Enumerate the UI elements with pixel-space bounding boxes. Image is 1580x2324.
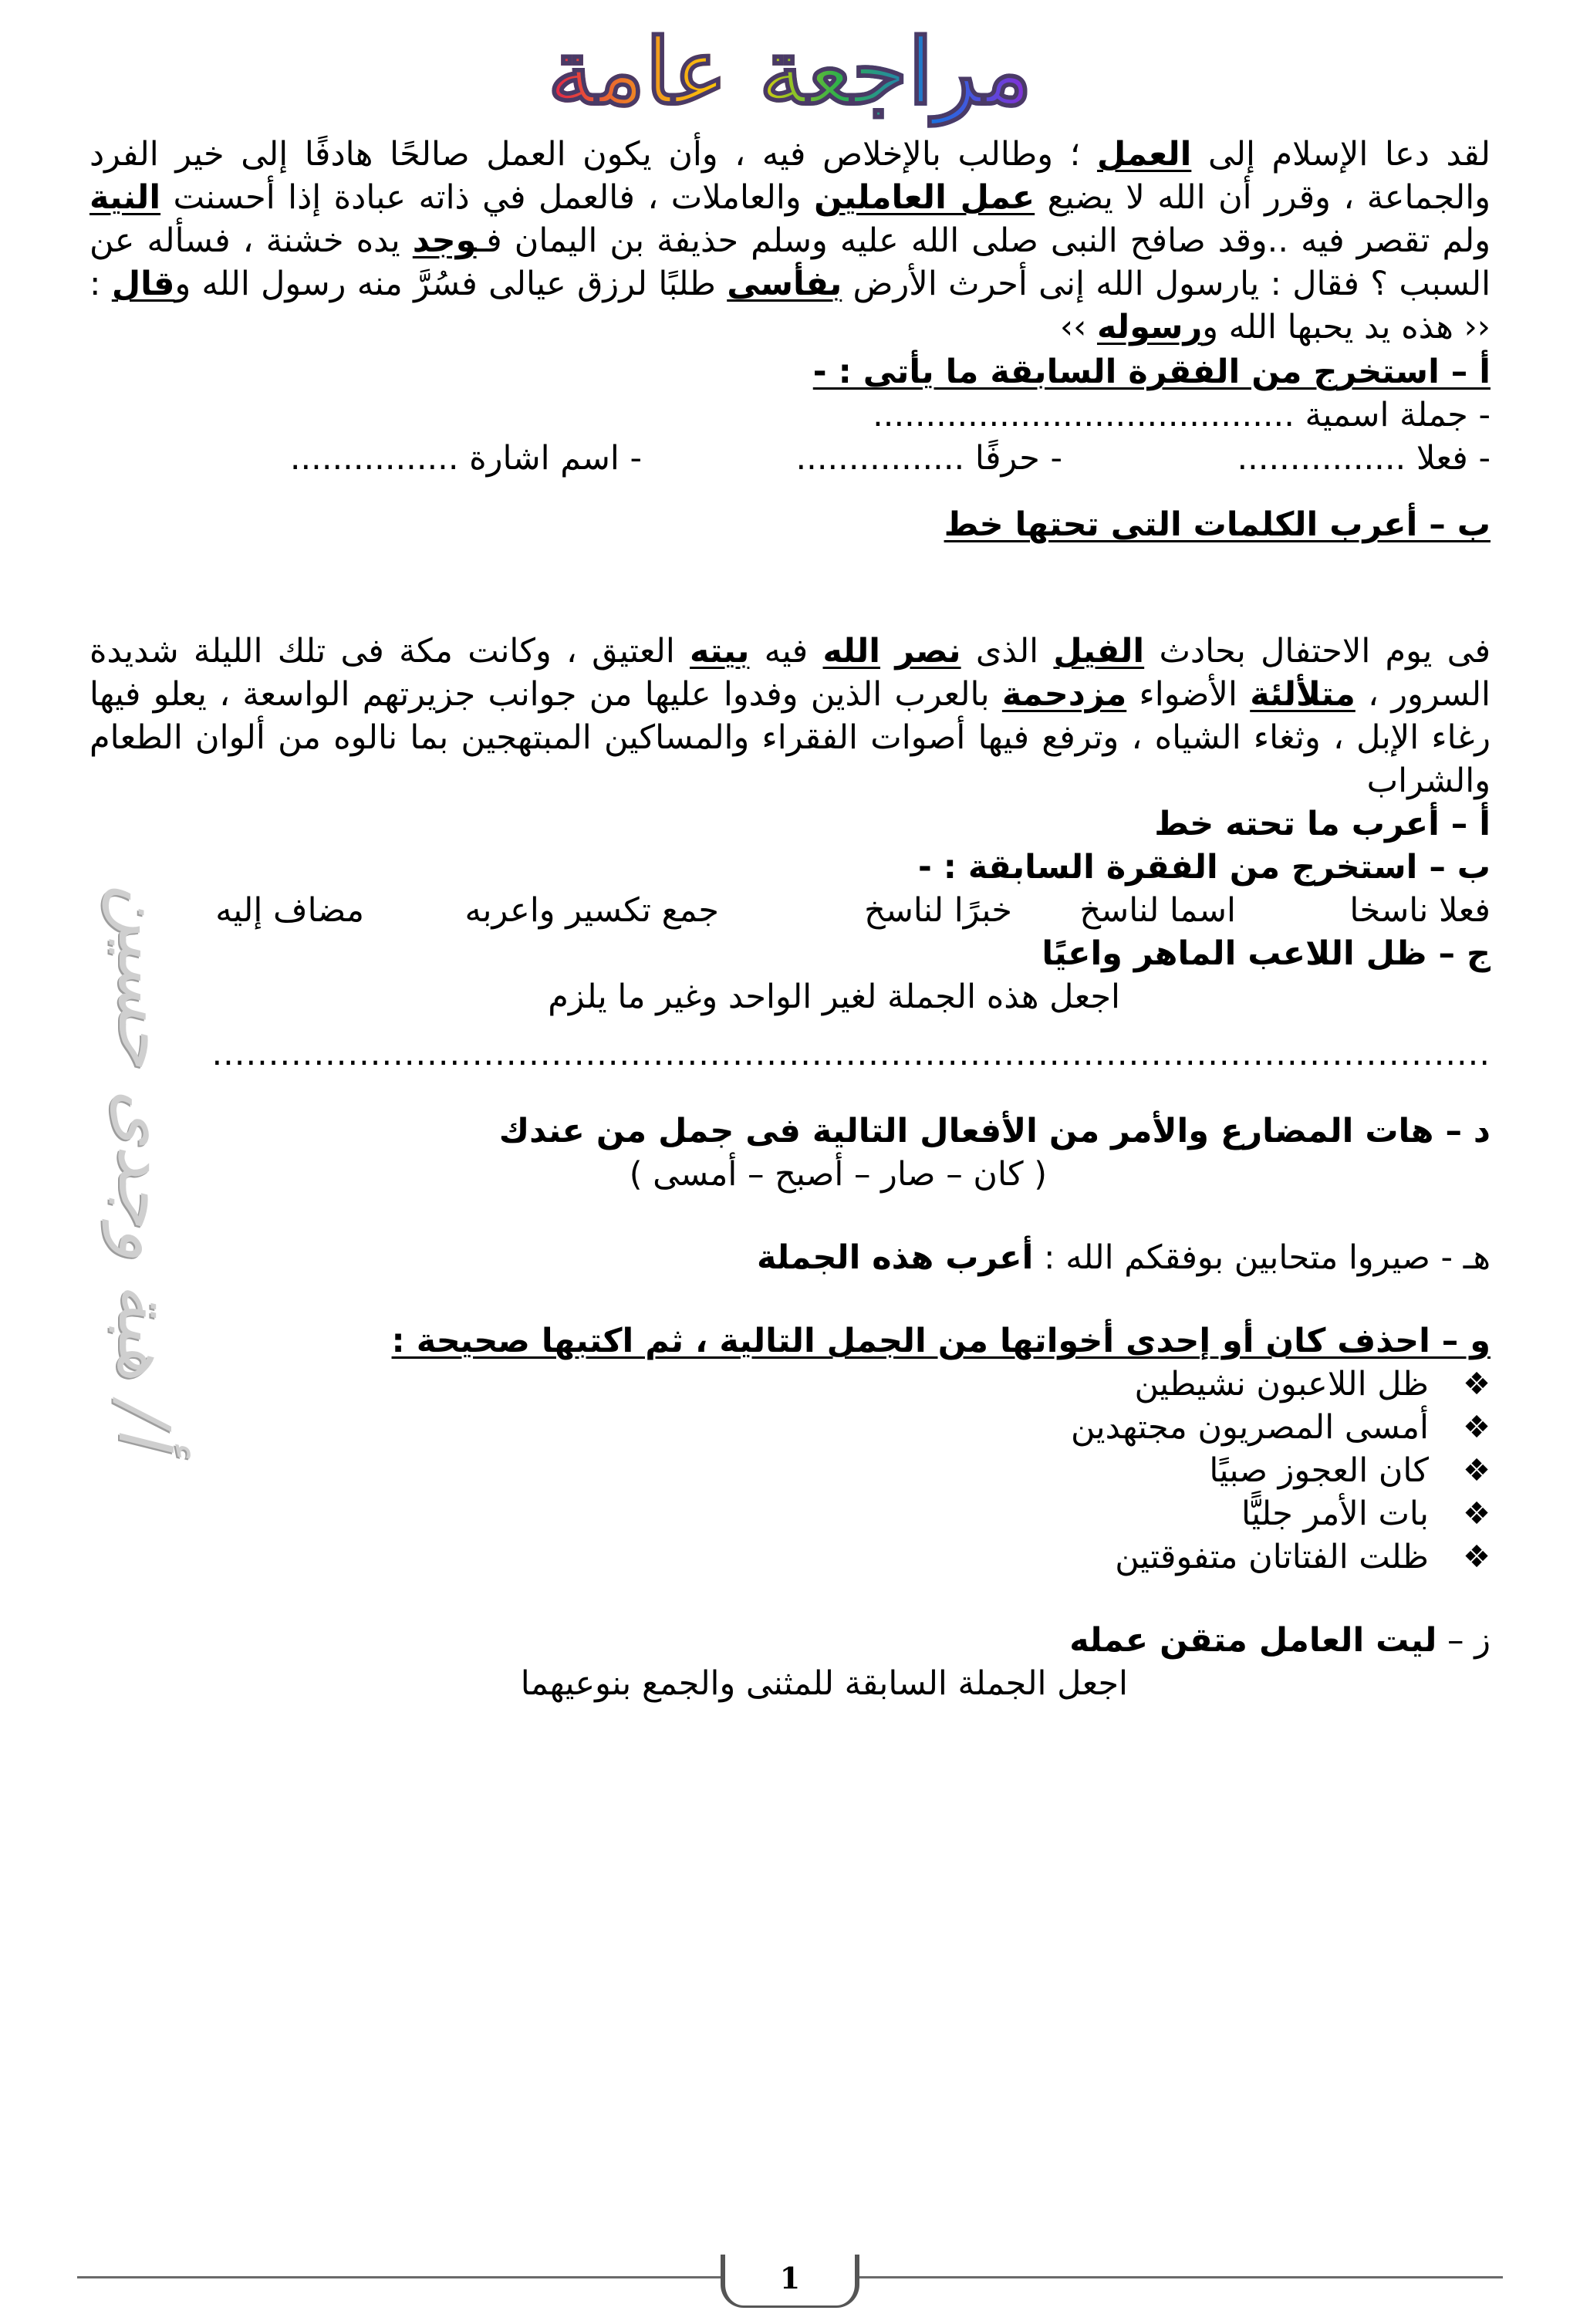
passage-text: فى يوم الاحتفال بحادث bbox=[1144, 632, 1491, 671]
question-3d-verbs: ( كان – صار – أصبح – أمسى ) bbox=[629, 1155, 1047, 1194]
underlined-word: بفأسى bbox=[727, 265, 842, 303]
passage-text: بالعرب الذين وفدوا عليها من جوانب جزيرتهم الواسعة ، يعلو فيها رغاء الإبل ، وثغاء الشياه ، وترفع فيها أصوات الفقراء والمساكين المبتهجين بما نالوه من ألوان الطعام والشراب bbox=[89, 675, 1491, 800]
diamond-bullet-icon: ❖ bbox=[1463, 1539, 1491, 1575]
question-3d: د – هات المضارع والأمر من الأفعال التالية فى جمل من عندك bbox=[498, 1112, 1491, 1150]
question-2c: ج – ظل اللاعب الماهر واعيًا bbox=[1042, 934, 1491, 973]
question-3z: ز – ليت العامل متقن عمله bbox=[1069, 1621, 1491, 1660]
passage-text: : ‹‹ هذه يد يحبها الله و bbox=[89, 265, 1491, 346]
diamond-bullet-icon: ❖ bbox=[1463, 1366, 1491, 1402]
question-1b: ب – أعرب الكلمات التى تحتها خط bbox=[944, 505, 1491, 544]
diamond-bullet-icon: ❖ bbox=[1463, 1496, 1491, 1532]
passage-text: ؛ وطالب بالإخلاص فيه ، وأن يكون العمل صالحًا هادفًا إلى خير الفرد والجماعة ، وقرر أن الله لا يضيع bbox=[89, 135, 1491, 217]
question-1a: أ – استخرج من الفقرة السابقة ما يأتى : - bbox=[812, 353, 1491, 391]
extract-item: مضاف إليه bbox=[215, 891, 364, 930]
passage-text: والعاملات ، فالعمل في ذاته عبادة إذا أحسنت bbox=[160, 178, 815, 217]
underlined-word: وجد bbox=[412, 221, 477, 260]
extract-item: فعلا ناسخا bbox=[1349, 891, 1491, 930]
extract-item: جمع تكسير واعربه bbox=[464, 891, 719, 930]
underlined-word: بيته bbox=[690, 632, 750, 671]
answer-dots: ................................................................................................................. bbox=[211, 1035, 1491, 1073]
fields-row-1 bbox=[89, 437, 1491, 480]
underlined-word: قال bbox=[111, 265, 175, 303]
diamond-bullet-icon: ❖ bbox=[1463, 1453, 1491, 1488]
question-2c-task: اجعل هذه الجملة لغير الواحد وغير ما يلزم bbox=[548, 978, 1120, 1016]
field-letter: - حرفًا ................ bbox=[795, 439, 1062, 478]
underlined-word: نصر bbox=[895, 632, 961, 671]
passage-text: العتيق ، وكانت مكة فى تلك الليلة شديدة السرور ، bbox=[89, 632, 1491, 714]
list-item: ❖ ظل اللاعبون نشيطين bbox=[89, 1363, 1491, 1406]
passage-text: لقد دعا الإسلام إلى bbox=[1191, 135, 1491, 174]
passage-text: فيه bbox=[749, 632, 823, 671]
field-nominal-sentence: - جملة اسمية ........................................ bbox=[873, 396, 1491, 434]
question-3h: هـ - صيروا متحابين بوفقكم الله : أعرب هذه الجملة bbox=[756, 1238, 1491, 1277]
list-item: ❖ بات الأمر جليًّا bbox=[89, 1492, 1491, 1535]
passage-text: يده خشنة ، فسأله عن السبب ؟ فقال : يارسول الله إنى أحرث الأرض bbox=[89, 221, 1491, 303]
worksheet-content bbox=[89, 133, 1491, 1705]
passage-2 bbox=[89, 630, 1491, 802]
underlined-word: عمل العاملين bbox=[814, 178, 1035, 217]
list-item: ❖ ظلت الفتاتان متفوقتين bbox=[89, 1535, 1491, 1579]
extract-item: خبرًا لناسخ bbox=[864, 891, 1012, 930]
passage-text: الذى bbox=[960, 632, 1054, 671]
author-signature: أ/ هبة وجدى حسين bbox=[103, 883, 185, 1447]
passage-text: ولم تقصر فيه ..وقد صافح النبى صلى الله عليه وسلم حذيفة بن اليمان فـ bbox=[476, 221, 1491, 260]
passage-text: الأضواء bbox=[1126, 675, 1251, 714]
underlined-word: رسوله bbox=[1096, 308, 1203, 346]
underlined-word: متلألئة bbox=[1250, 675, 1355, 714]
question-3w: و – احذف كان أو إحدى أخواتها من الجمل التالية ، ثم اكتبها صحيحة : bbox=[391, 1322, 1491, 1360]
field-demonstrative: - اسم اشارة ................ bbox=[289, 439, 642, 478]
passage-text: ›› bbox=[1059, 308, 1097, 346]
question-2b: ب – استخرج من الفقرة السابقة : - bbox=[917, 848, 1491, 887]
page-title: مراجعة عامة bbox=[0, 14, 1580, 130]
underlined-word: النية bbox=[89, 178, 161, 217]
diamond-bullet-icon: ❖ bbox=[1463, 1410, 1491, 1445]
underlined-word: العمل bbox=[1096, 135, 1192, 174]
extract-item: اسما لناسخ bbox=[1079, 891, 1236, 930]
extract-items-row bbox=[89, 889, 1491, 932]
underlined-word: مزدحمة bbox=[1001, 675, 1127, 714]
underlined-word: الله bbox=[822, 632, 881, 671]
passage-text: طلبًا لرزق عيالى فسُرَّ منه رسول الله و bbox=[174, 265, 728, 303]
field-verb: - فعلا ................ bbox=[1237, 439, 1491, 478]
list-item: ❖ أمسى المصريون مجتهدين bbox=[89, 1406, 1491, 1449]
list-item: ❖ كان العجوز صبيًا bbox=[89, 1449, 1491, 1492]
passage-1 bbox=[89, 133, 1491, 349]
underlined-word: الفيل bbox=[1053, 632, 1145, 671]
page-number: 1 bbox=[721, 2255, 859, 2308]
question-3z-task: اجعل الجملة السابقة للمثنى والجمع بنوعيهما bbox=[520, 1664, 1128, 1703]
passage-text bbox=[880, 632, 895, 671]
sentence-list bbox=[89, 1363, 1491, 1579]
question-2a: أ – أعرب ما تحته خط bbox=[1154, 805, 1491, 843]
